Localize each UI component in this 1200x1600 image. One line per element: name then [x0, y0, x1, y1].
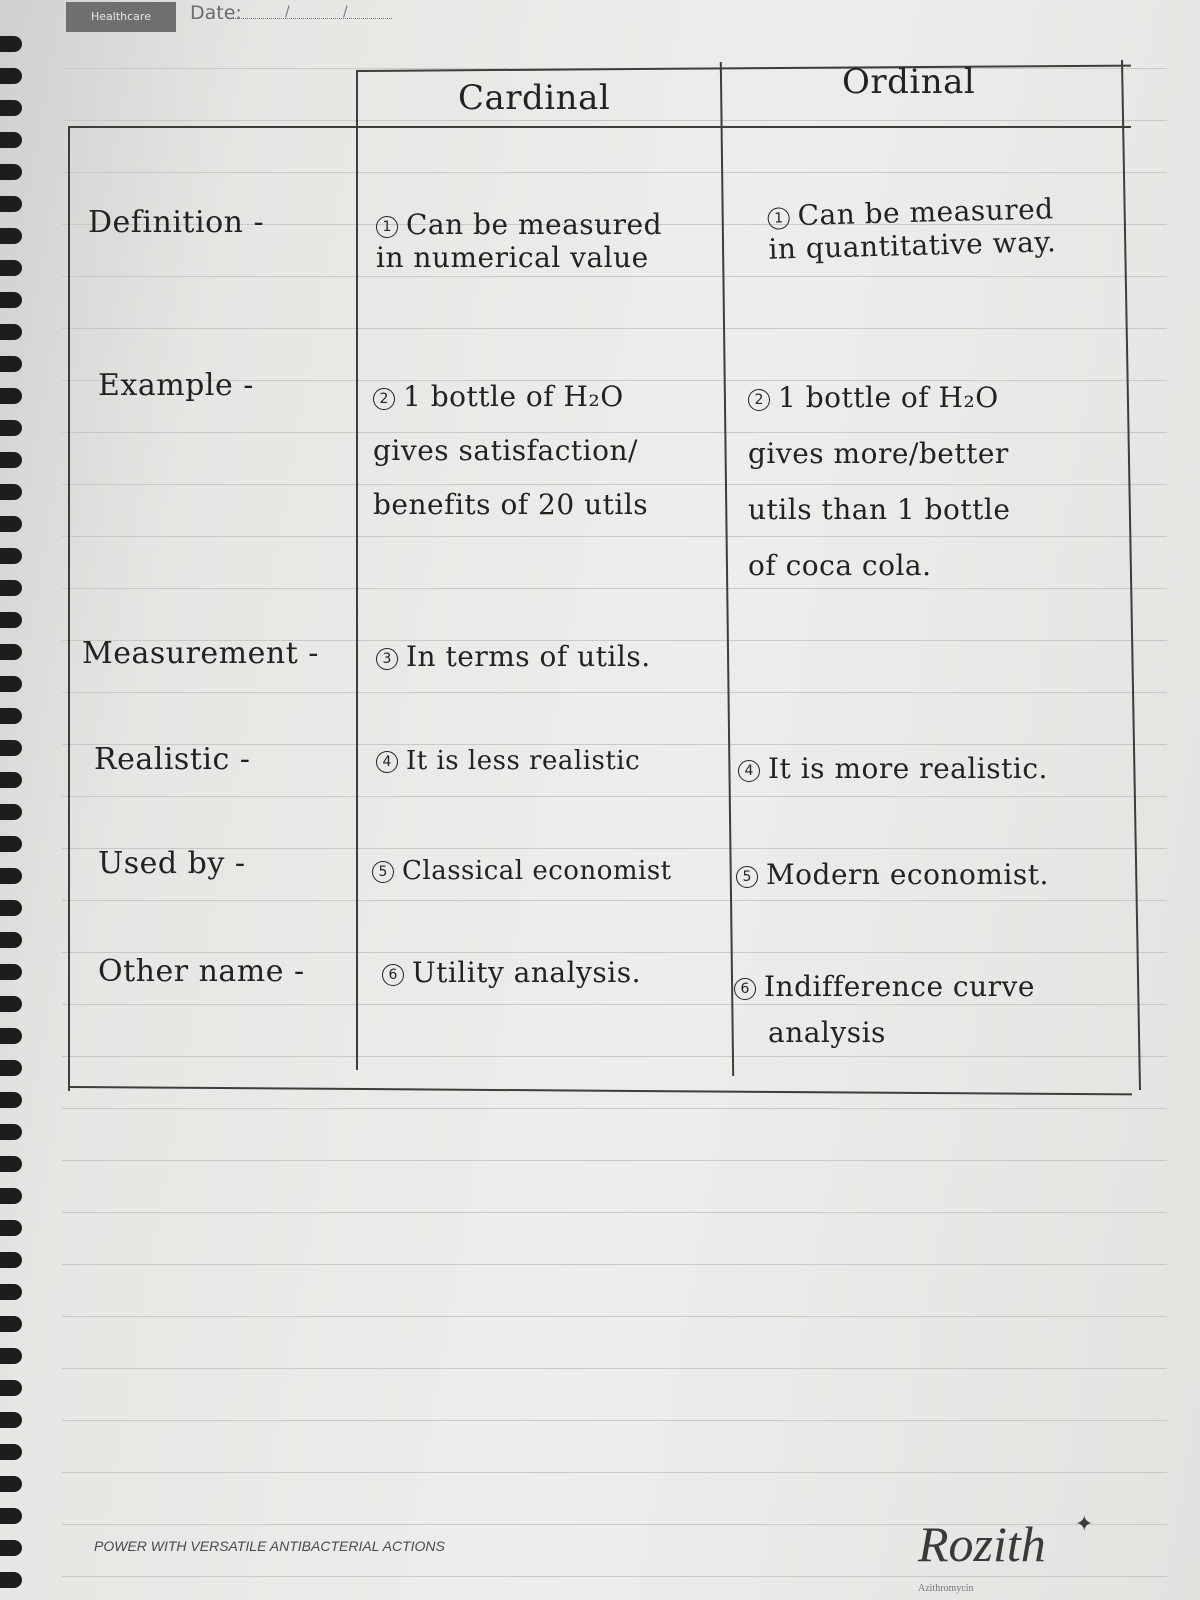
table-divider [68, 126, 70, 1091]
cell-text: It is less realistic [406, 746, 641, 776]
item-number: 4 [738, 760, 760, 782]
spiral-hole-icon [0, 964, 22, 980]
cell-text: analysis [768, 1016, 886, 1049]
ordinal-cell [748, 370, 1010, 594]
spiral-hole-icon [0, 676, 22, 692]
spiral-hole-icon [0, 132, 22, 148]
spiral-hole-icon [0, 1092, 22, 1108]
table-divider [356, 70, 358, 1070]
spiral-hole-icon [0, 1444, 22, 1460]
spiral-hole-icon [0, 1252, 22, 1268]
spiral-hole-icon [0, 1476, 22, 1492]
spiral-hole-icon [0, 1316, 22, 1332]
spiral-hole-icon [0, 868, 22, 884]
spiral-hole-icon [0, 1124, 22, 1140]
ruled-line [62, 900, 1167, 901]
spiral-hole-icon [0, 388, 22, 404]
cell-text: gives more/better [748, 437, 1009, 470]
item-number: 2 [373, 388, 395, 410]
spiral-hole-icon [0, 420, 22, 436]
spiral-hole-icon [0, 1380, 22, 1396]
ordinal-cell [767, 192, 1057, 266]
cell-text: Utility analysis. [412, 956, 641, 989]
date-label: Date: [190, 2, 242, 24]
spiral-hole-icon [0, 196, 22, 212]
logo-mark-icon: ✦ [1075, 1512, 1094, 1537]
cell-text: 1 bottle of H₂O [778, 381, 999, 414]
ruled-line [62, 692, 1167, 693]
spiral-hole-icon [0, 1060, 22, 1076]
ordinal-cell [738, 752, 1048, 785]
date-blank [232, 18, 392, 19]
spiral-hole-icon [0, 772, 22, 788]
spiral-hole-icon [0, 324, 22, 340]
table-divider [720, 62, 734, 1076]
ruled-line [62, 328, 1167, 329]
cell-text: gives satisfaction/ [373, 434, 638, 467]
ruled-line [62, 1108, 1167, 1109]
cell-text: Modern economist. [766, 858, 1049, 891]
spiral-hole-icon [0, 1156, 22, 1172]
spiral-hole-icon [0, 1284, 22, 1300]
brand-badge: Healthcare [66, 2, 176, 32]
cardinal-cell [372, 856, 672, 886]
spiral-hole-icon [0, 1508, 22, 1524]
spiral-hole-icon [0, 708, 22, 724]
row-label: Definition - [88, 205, 265, 240]
row-label: Other name - [98, 954, 305, 989]
column-header-cardinal: Cardinal [458, 78, 611, 118]
cell-text: of coca cola. [748, 549, 932, 582]
item-number: 6 [734, 978, 756, 1000]
ruled-line [62, 1420, 1167, 1421]
ruled-line [62, 1472, 1167, 1473]
item-number: 6 [382, 964, 404, 986]
spiral-hole-icon [0, 228, 22, 244]
spiral-hole-icon [0, 996, 22, 1012]
item-number: 5 [372, 861, 394, 883]
row-label: Used by - [98, 846, 246, 881]
ruled-line [62, 1160, 1167, 1161]
table-divider [1121, 60, 1141, 1090]
ruled-line [62, 1212, 1167, 1213]
cell-text: utils than 1 bottle [748, 493, 1011, 526]
date-separator: / [285, 4, 290, 20]
footer-tagline: POWER WITH VERSATILE ANTIBACTERIAL ACTIONS [94, 1538, 445, 1554]
spiral-hole-icon [0, 548, 22, 564]
spiral-hole-icon [0, 580, 22, 596]
brand-logo: Rozith [918, 1516, 1046, 1572]
spiral-hole-icon [0, 836, 22, 852]
cardinal-cell [373, 370, 648, 532]
ruled-line [62, 952, 1167, 953]
spiral-hole-icon [0, 1572, 22, 1588]
cell-text: Can be measured [797, 192, 1054, 232]
item-number: 1 [376, 216, 398, 238]
cell-text: Can be measured [406, 208, 663, 241]
date-separator: / [343, 4, 348, 20]
row-label: Example - [98, 368, 254, 403]
spiral-hole-icon [0, 1348, 22, 1364]
ruled-line [62, 172, 1167, 173]
spiral-hole-icon [0, 100, 22, 116]
row-label: Realistic - [94, 742, 251, 777]
ruled-line [62, 1368, 1167, 1369]
spiral-hole-icon [0, 292, 22, 308]
ruled-line [62, 276, 1167, 277]
spiral-hole-icon [0, 804, 22, 820]
item-number: 3 [376, 648, 398, 670]
spiral-hole-icon [0, 164, 22, 180]
ruled-line [62, 1316, 1167, 1317]
cell-text: It is more realistic. [768, 752, 1048, 785]
spiral-hole-icon [0, 932, 22, 948]
spiral-hole-icon [0, 1412, 22, 1428]
cell-text: in numerical value [376, 241, 649, 274]
spiral-hole-icon [0, 260, 22, 276]
ordinal-cell [736, 858, 1049, 891]
ruled-line [62, 1264, 1167, 1265]
spiral-hole-icon [0, 1188, 22, 1204]
ruled-line [62, 120, 1167, 121]
spiral-hole-icon [0, 68, 22, 84]
spiral-hole-icon [0, 900, 22, 916]
cell-text: 1 bottle of H₂O [403, 380, 624, 413]
item-number: 1 [767, 207, 790, 230]
ruled-line [62, 1056, 1167, 1057]
table-divider [68, 126, 1131, 128]
column-header-ordinal: Ordinal [842, 62, 976, 102]
cell-text: benefits of 20 utils [373, 488, 649, 521]
cell-text: In terms of utils. [406, 640, 651, 673]
cardinal-cell [376, 746, 640, 776]
brand-logo-subtitle: Azithromycin [918, 1583, 974, 1594]
spiral-hole-icon [0, 484, 22, 500]
cell-text: Classical economist [402, 856, 672, 886]
ruled-line [62, 1576, 1167, 1577]
row-label: Measurement - [82, 636, 319, 671]
ordinal-cell [734, 964, 1035, 1056]
spiral-hole-icon [0, 740, 22, 756]
cardinal-cell [376, 208, 662, 274]
spiral-hole-icon [0, 356, 22, 372]
spiral-hole-icon [0, 452, 22, 468]
cell-text: in quantitative way. [768, 225, 1057, 266]
spiral-hole-icon [0, 644, 22, 660]
spiral-hole-icon [0, 1028, 22, 1044]
spiral-hole-icon [0, 36, 22, 52]
table-divider [70, 1086, 1132, 1095]
item-number: 4 [376, 751, 398, 773]
spiral-hole-icon [0, 1220, 22, 1236]
item-number: 2 [748, 389, 770, 411]
ruled-line [62, 796, 1167, 797]
item-number: 5 [736, 866, 758, 888]
cardinal-cell [382, 956, 641, 989]
spiral-hole-icon [0, 516, 22, 532]
spiral-hole-icon [0, 612, 22, 628]
cardinal-cell [376, 640, 651, 673]
spiral-hole-icon [0, 1540, 22, 1556]
cell-text: Indifference curve [764, 970, 1035, 1003]
